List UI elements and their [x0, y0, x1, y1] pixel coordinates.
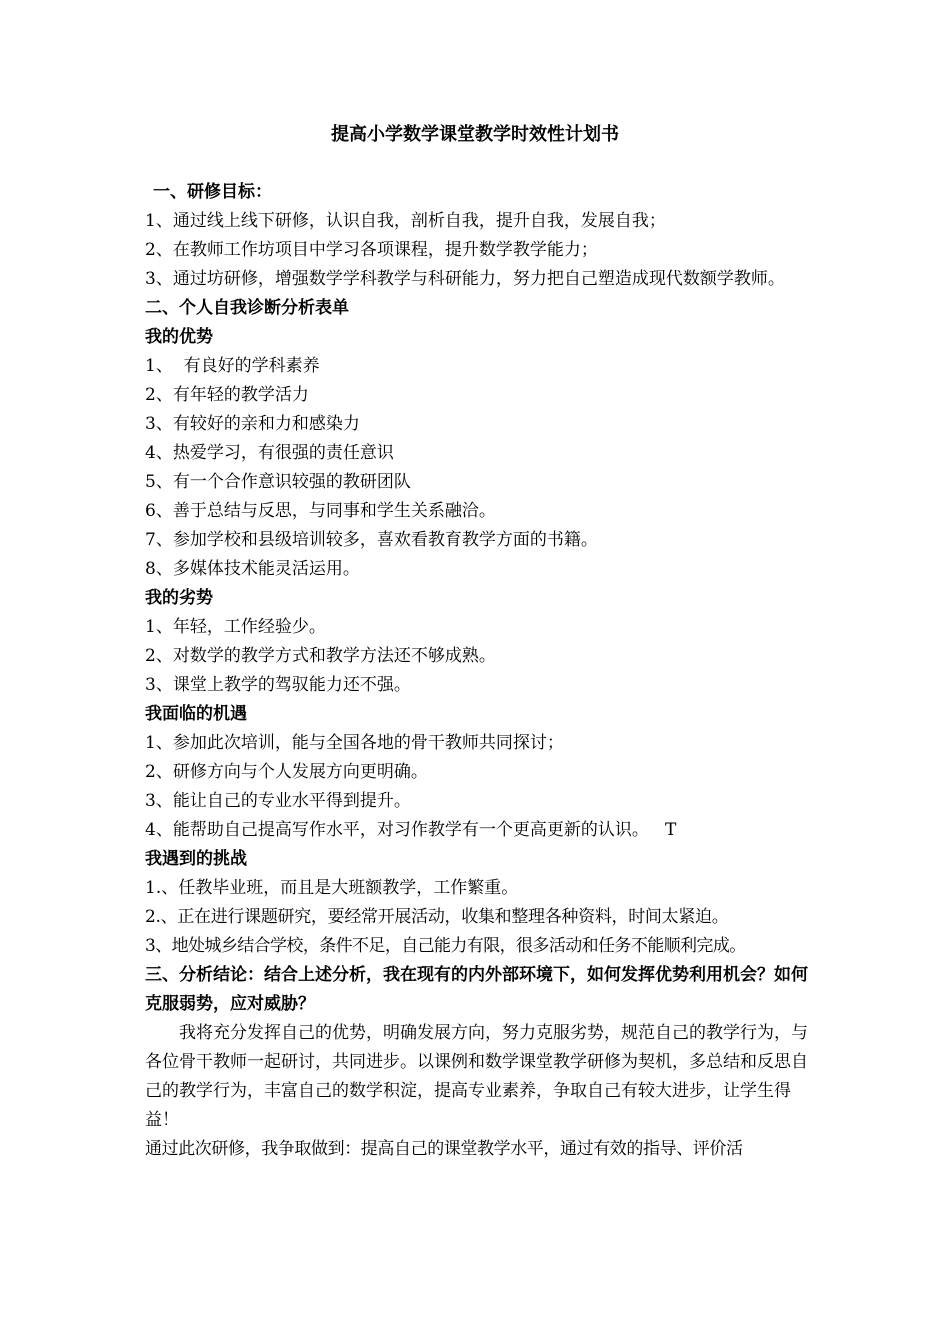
subheading-strengths: 我的优势: [145, 327, 213, 347]
strength-item: 5、有一个合作意识较强的教研团队: [145, 472, 411, 492]
challenge-item: 3、地处城乡结合学校，条件不足，自己能力有限，很多活动和任务不能顺利完成。: [145, 936, 746, 956]
strength-item: 4、热爱学习，有很强的责任意识: [145, 443, 394, 463]
opportunity-item: 1、参加此次培训，能与全国各地的骨干教师共同探讨；: [145, 733, 564, 753]
opportunity-item: 3、能让自己的专业水平得到提升。: [145, 791, 411, 811]
section-heading-goals: 一、研修目标：: [153, 182, 272, 202]
subheading-opportunities: 我面临的机遇: [145, 704, 247, 724]
challenge-item: 1.、任教毕业班，而且是大班额教学，工作繁重。: [145, 878, 519, 898]
document-title: 提高小学数学课堂教学时效性计划书: [331, 124, 619, 145]
section-heading-conclusion: 三、分析结论：结合上述分析，我在现有的内外部环境下，如何发挥优势利用机会？如何克服弱势，应对威胁？: [145, 965, 808, 1014]
weakness-item: 2、对数学的教学方式和教学方法还不够成熟。: [145, 646, 496, 666]
conclusion-paragraph: 通过此次研修，我争取做到：提高自己的课堂教学水平，通过有效的指导、评价活: [145, 1139, 743, 1159]
strength-item: 8、多媒体技术能灵活运用。: [145, 559, 360, 579]
opportunity-item: 4、能帮助自己提高写作水平，对习作教学有一个更高更新的认识。 T: [145, 820, 677, 840]
strength-item: 7、参加学校和县级培训较多，喜欢看教育教学方面的书籍。: [145, 530, 598, 550]
strength-item: 3、有较好的亲和力和感染力: [145, 414, 360, 434]
subheading-weaknesses: 我的劣势: [145, 588, 213, 608]
conclusion-paragraph: 我将充分发挥自己的优势，明确发展方向，努力克服劣势，规范自己的教学行为，与各位骨干教师一起研讨，共同进步。以课例和数学课堂教学研修为契机，多总结和反思自己的教学行为，丰富自己的数学积淀，提高专业素养，争取自己有较大进步，让学生得益！: [145, 1023, 808, 1130]
goal-item: 3、通过坊研修，增强数学学科教学与科研能力，努力把自己塑造成现代数额学教师。: [145, 269, 785, 289]
goal-item: 2、在教师工作坊项目中学习各项课程，提升数学教学能力；: [145, 240, 598, 260]
document-body: [145, 178, 817, 1164]
section-heading-self-diagnosis: 二、个人自我诊断分析表单: [145, 298, 349, 318]
opportunity-item: 2、研修方向与个人发展方向更明确。: [145, 762, 428, 782]
weakness-item: 3、课堂上教学的驾驭能力还不强。: [145, 675, 411, 695]
goal-item: 1、通过线上线下研修，认识自我，剖析自我，提升自我，发展自我；: [145, 211, 666, 231]
strength-item: 2、有年轻的教学活力: [145, 385, 309, 405]
challenge-item: 2.、正在进行课题研究，要经常开展活动，收集和整理各种资料，时间太紧迫。: [145, 907, 729, 927]
strength-item: 1、 有良好的学科素养: [145, 356, 320, 376]
strength-item: 6、善于总结与反思，与同事和学生关系融洽。: [145, 501, 496, 521]
weakness-item: 1、年轻，工作经验少。: [145, 617, 326, 637]
subheading-challenges: 我遇到的挑战: [145, 849, 247, 869]
